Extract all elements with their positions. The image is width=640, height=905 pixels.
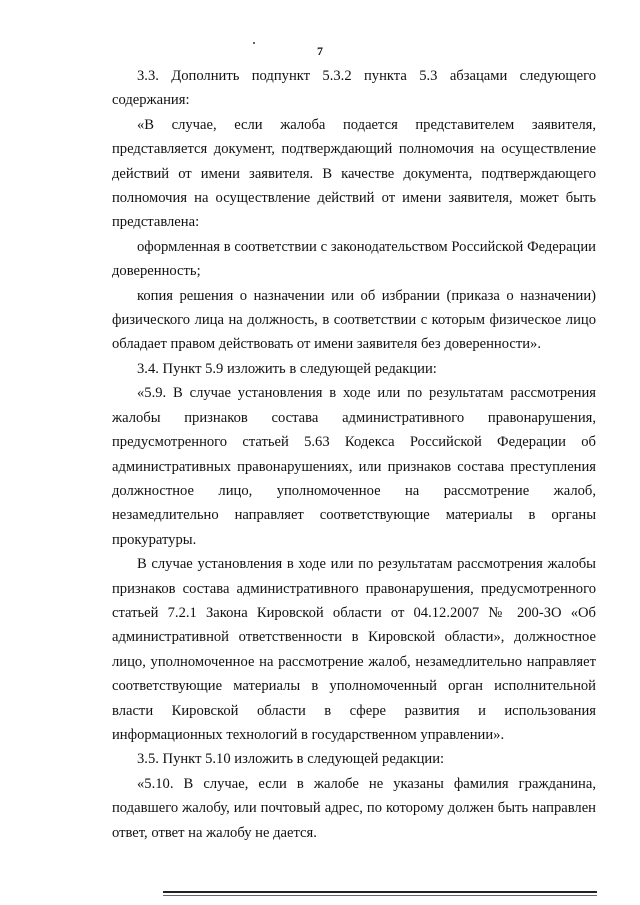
footer-rule-thin: [163, 895, 597, 896]
paragraph-3-5: 3.5. Пункт 5.10 изложить в следующей редакции:: [137, 751, 445, 768]
paragraph-3-3: 3.3. Дополнить подпункт 5.3.2 пункта 5.3 абзацами следующего содержания:: [112, 68, 596, 109]
page-number: 7: [317, 44, 323, 58]
footer-rule: [163, 891, 597, 893]
paragraph-kirov-law: В случае установления в ходе или по результатам рассмотрения жалобы признаков состава административного правонарушения, предусмотренного статьей 7.2.1 Закона Кировской области от 04.12.2007 № 200-ЗО «Об административной ответственности в Кировской области», должностное лицо, уполномоченное на рассмотрение жалоб, незамедлительно направляет соответствующие материалы в уполномоченный орган исполнительной власти Кировской области в сфере развития и использования информационных технологий в государственном управлении».: [112, 556, 596, 743]
paragraph-decision-copy: копия решения о назначении или об избрании (приказа о назначении) физического лица на должность, в соответствии с которым физическое лицо обладает правом действовать от имени заявителя без доверенности».: [112, 287, 596, 353]
paragraph-power-of-attorney: оформленная в соответствии с законодательством Российской Федерации доверенность;: [112, 238, 596, 280]
paragraph-5-10: «5.10. В случае, если в жалобе не указаны фамилия гражданина, подавшего жалобу, или почтовый адрес, по которому должен быть направлен ответ, ответ на жалобу не дается.: [112, 775, 596, 841]
paragraph-representative: «В случае, если жалоба подается представителем заявителя, представляется документ, подтверждающий полномочия на осуществление действий от имени заявителя. В качестве документа, подтверждающего полномочия на осуществление действий от имени заявителя, может быть представлена:: [112, 116, 596, 231]
scan-speck: [253, 42, 255, 44]
paragraph-5-9: «5.9. В случае установления в ходе или по результатам рассмотрения жалобы признаков состава административного правонарушения, предусмотренного статьей 5.63 Кодекса Российской Федерации об административных правонарушениях, или признаков состава преступления должностное лицо, уполномоченное на рассмотрение жалоб, незамедлительно направляет соответствующие материалы в органы прокуратуры.: [112, 385, 596, 548]
document-body: [112, 64, 596, 845]
paragraph-3-4: 3.4. Пункт 5.9 изложить в следующей редакции:: [137, 360, 437, 377]
